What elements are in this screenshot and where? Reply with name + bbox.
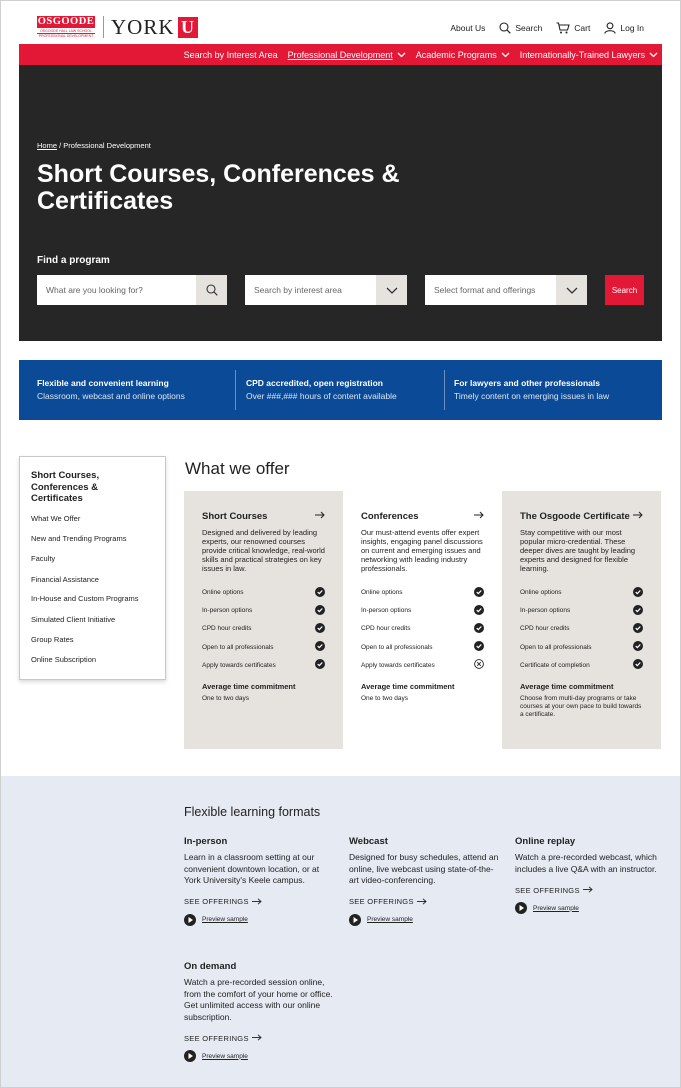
format-description: Designed for busy schedules, attend an online, live webcast using state-of-the-art video-conferencing. <box>349 852 499 885</box>
feature-label: Online options <box>520 589 562 597</box>
time-commitment-value: Choose from multi-day programs or take courses at your own pace to build towards a certificate. <box>520 695 642 719</box>
check-circle-icon <box>315 659 325 671</box>
feature-label: Apply towards certificates <box>361 661 435 669</box>
program-search-placeholder: What are you looking for? <box>46 285 143 295</box>
nav-item-label: Academic Programs <box>415 49 497 60</box>
check-circle-icon <box>474 623 484 635</box>
feature-list <box>202 584 325 675</box>
breadcrumb-current: Professional Development <box>63 141 151 150</box>
preview-sample-label: Preview sample <box>202 1052 248 1060</box>
format-title: In-person <box>184 836 228 847</box>
format-block <box>349 836 499 926</box>
preview-sample-link[interactable] <box>184 1050 334 1062</box>
sidebar-item-in-house[interactable]: In-House and Custom Programs <box>31 594 139 603</box>
york-logo-text: YORK <box>111 15 175 39</box>
card-title[interactable]: The Osgoode Certificate <box>520 511 630 522</box>
feature-label: Open to all professionals <box>202 643 274 651</box>
card-header <box>202 511 325 523</box>
sidebar-item-online-subscription[interactable]: Online Subscription <box>31 655 97 664</box>
chevron-down-icon <box>556 275 587 305</box>
see-offerings-link[interactable] <box>184 897 334 907</box>
page-title: Short Courses, Conferences & Certificates <box>37 160 400 215</box>
york-logo-u: U <box>178 17 198 38</box>
card-description: Stay competitive with our most popular micro-credential. These deeper dives are taught by leading experts and designed for flexible learning. <box>520 527 636 574</box>
highlight-title: For lawyers and other professionals <box>454 378 600 388</box>
sidebar-item-financial-assistance[interactable]: Financial Assistance <box>31 575 99 584</box>
check-circle-icon <box>633 659 643 671</box>
chevron-down-icon <box>397 52 406 58</box>
arrow-right-icon <box>417 897 427 907</box>
format-description: Watch a pre-recorded webcast, which includes a live Q&A with an instructor. <box>515 852 657 874</box>
feature-label: CPD hour credits <box>520 625 570 633</box>
hero-search-button[interactable]: Search <box>605 275 644 305</box>
feature-row <box>202 584 325 602</box>
check-circle-icon <box>315 605 325 617</box>
see-offerings-link[interactable] <box>515 885 665 895</box>
osgoode-logo-sub2: PROFESSIONAL DEVELOPMENT <box>38 34 94 38</box>
logo-divider <box>103 16 104 38</box>
time-commitment-value: One to two days <box>361 695 408 703</box>
about-link-label: About Us <box>450 23 486 33</box>
highlight-title: CPD accredited, open registration <box>246 378 383 388</box>
chevron-down-icon <box>376 275 407 305</box>
highlight-item <box>37 378 185 401</box>
x-circle-icon <box>474 659 484 671</box>
hero-section <box>19 65 662 341</box>
feature-list <box>520 584 643 675</box>
sidebar-title: Short Courses, Conferences & Certificates <box>31 470 100 504</box>
format-title: On demand <box>184 961 237 972</box>
search-icon[interactable] <box>196 275 227 305</box>
osgoode-logo-sub: OSGOODE HALL LAW SCHOOL <box>37 29 95 34</box>
find-program-label: Find a program <box>37 255 110 266</box>
check-circle-icon <box>474 587 484 599</box>
arrow-right-icon[interactable] <box>315 511 325 522</box>
preview-sample-label: Preview sample <box>533 904 579 912</box>
feature-row <box>202 656 325 674</box>
breadcrumb <box>37 141 151 150</box>
offer-card[interactable] <box>502 491 661 749</box>
sidebar-item-simulated-client[interactable]: Simulated Client Initiative <box>31 615 116 624</box>
feature-label: In-person options <box>202 607 253 615</box>
osgoode-logo <box>37 16 95 38</box>
check-circle-icon <box>474 641 484 653</box>
arrow-right-icon <box>252 1033 262 1043</box>
highlight-desc: Classroom, webcast and online options <box>37 391 185 401</box>
check-circle-icon <box>315 623 325 635</box>
main-nav <box>19 44 662 65</box>
format-description: Watch a pre-recorded session online, from the comfort of your home or office. Get unlimited access with our online subscription. <box>184 977 333 1022</box>
feature-label: Online options <box>361 589 403 597</box>
feature-label: CPD hour credits <box>202 625 252 633</box>
card-description: Designed and delivered by leading experts, our renowned courses provide critical knowledge, real-world skills and practical strategies on key issues in law. <box>202 527 325 574</box>
offer-card[interactable] <box>184 491 343 749</box>
nav-item-label: Professional Development <box>287 49 393 60</box>
interest-area-placeholder: Search by interest area <box>254 285 342 295</box>
chevron-down-icon <box>501 52 510 58</box>
feature-row <box>520 656 643 674</box>
highlight-item <box>454 378 609 401</box>
arrow-right-icon[interactable] <box>633 511 643 522</box>
check-circle-icon <box>633 587 643 599</box>
see-offerings-label: SEE OFFERINGS <box>349 897 414 906</box>
check-circle-icon <box>315 587 325 599</box>
search-link-label: Search <box>515 23 543 33</box>
see-offerings-link[interactable] <box>349 897 499 907</box>
utility-nav <box>436 22 644 34</box>
highlights-strip <box>19 360 662 420</box>
time-commitment-value: One to two days <box>202 695 249 703</box>
format-title: Online replay <box>515 836 576 847</box>
feature-row <box>361 620 484 638</box>
feature-label: Open to all professionals <box>361 643 433 651</box>
format-block <box>515 836 665 914</box>
nav-item[interactable] <box>416 50 510 60</box>
offer-title: What we offer <box>185 459 290 478</box>
nav-item[interactable] <box>520 50 658 60</box>
play-icon <box>349 914 361 926</box>
feature-row <box>520 602 643 620</box>
feature-row <box>202 602 325 620</box>
feature-label: CPD hour credits <box>361 625 411 633</box>
highlight-item <box>246 378 397 401</box>
format-block <box>184 836 334 926</box>
time-commitment-label: Average time commitment <box>520 682 614 692</box>
see-offerings-label: SEE OFFERINGS <box>515 885 580 895</box>
feature-row <box>202 620 325 638</box>
check-circle-icon <box>315 641 325 653</box>
site-logo[interactable] <box>37 16 198 38</box>
format-placeholder: Select format and offerings <box>434 285 536 295</box>
cart-link[interactable] <box>556 22 590 34</box>
see-offerings-link[interactable] <box>184 1033 334 1043</box>
highlight-divider <box>235 370 236 410</box>
formats-section <box>1 776 680 1087</box>
preview-sample-link[interactable] <box>184 914 334 926</box>
chevron-down-icon <box>649 52 658 58</box>
sidebar-item-group-rates[interactable]: Group Rates <box>31 635 74 644</box>
cart-icon <box>556 22 570 34</box>
preview-sample-label: Preview sample <box>202 916 248 923</box>
nav-item-label: Search by Interest Area <box>183 49 278 60</box>
card-title[interactable]: Conferences <box>361 511 419 522</box>
nav-item[interactable] <box>184 50 278 60</box>
see-offerings-label: SEE OFFERINGS <box>184 1033 249 1043</box>
preview-sample-label: Preview sample <box>367 916 413 923</box>
search-icon <box>499 22 511 34</box>
feature-row <box>202 638 325 656</box>
play-icon <box>515 902 527 914</box>
see-offerings-label: SEE OFFERINGS <box>184 897 249 906</box>
card-title[interactable]: Short Courses <box>202 511 268 522</box>
sidebar-item-faculty[interactable]: Faculty <box>31 554 56 563</box>
feature-row <box>361 656 484 674</box>
time-commitment-label: Average time commitment <box>361 682 455 692</box>
offer-card[interactable] <box>343 491 502 749</box>
login-link[interactable] <box>604 22 644 34</box>
feature-row <box>520 638 643 656</box>
feature-row <box>520 620 643 638</box>
cart-link-label: Cart <box>574 23 591 33</box>
arrow-right-icon[interactable] <box>474 511 484 522</box>
user-icon <box>604 22 616 34</box>
feature-label: Certificate of completion <box>520 661 590 669</box>
sidebar-item-what-we-offer[interactable]: What We Offer <box>31 514 81 523</box>
highlight-desc: Timely content on emerging issues in law <box>454 391 610 401</box>
check-circle-icon <box>633 641 643 653</box>
preview-sample-link[interactable] <box>515 902 665 914</box>
play-icon <box>184 1050 196 1062</box>
nav-item-label: Internationally-Trained Lawyers <box>519 49 645 60</box>
format-select[interactable] <box>425 275 587 305</box>
arrow-right-icon <box>252 897 262 907</box>
feature-list <box>361 584 484 675</box>
login-link-label: Log In <box>620 23 644 33</box>
format-title: Webcast <box>349 836 388 847</box>
interest-area-select[interactable] <box>245 275 407 305</box>
highlight-desc: Over ###,### hours of content available <box>246 391 397 401</box>
check-circle-icon <box>633 623 643 635</box>
format-description: Learn in a classroom setting at our convenient downtown location, or at York University's Keele campus. <box>184 852 320 885</box>
card-header <box>520 511 643 523</box>
nav-item[interactable] <box>288 50 406 60</box>
highlight-divider <box>444 370 445 410</box>
format-block <box>184 961 334 1062</box>
about-link[interactable] <box>450 23 485 33</box>
feature-row <box>361 602 484 620</box>
feature-label: Open to all professionals <box>520 643 592 651</box>
feature-label: In-person options <box>520 607 571 615</box>
section-sidebar <box>19 456 166 680</box>
highlight-title: Flexible and convenient learning <box>37 378 169 388</box>
formats-title: Flexible learning formats <box>184 805 321 819</box>
feature-row <box>520 584 643 602</box>
program-search-input[interactable] <box>37 275 227 305</box>
breadcrumb-home[interactable]: Home <box>37 141 58 150</box>
feature-label: Apply towards certificates <box>202 661 276 669</box>
card-header <box>361 511 484 523</box>
time-commitment-label: Average time commitment <box>202 682 296 692</box>
card-description: Our must-attend events offer expert insights, engaging panel discussions on current and emerging issues and networking with leading industry professionals. <box>361 527 483 574</box>
feature-label: In-person options <box>361 607 412 615</box>
check-circle-icon <box>633 605 643 617</box>
sidebar-item-new-trending[interactable]: New and Trending Programs <box>31 534 127 543</box>
preview-sample-link[interactable] <box>349 914 499 926</box>
check-circle-icon <box>474 605 484 617</box>
osgoode-logo-name: OSGOODE <box>37 16 95 27</box>
feature-label: Online options <box>202 589 244 597</box>
breadcrumb-separator: / <box>59 141 62 150</box>
arrow-right-icon <box>583 885 593 895</box>
feature-row <box>361 584 484 602</box>
play-icon <box>184 914 196 926</box>
search-link[interactable] <box>499 22 542 34</box>
feature-row <box>361 638 484 656</box>
